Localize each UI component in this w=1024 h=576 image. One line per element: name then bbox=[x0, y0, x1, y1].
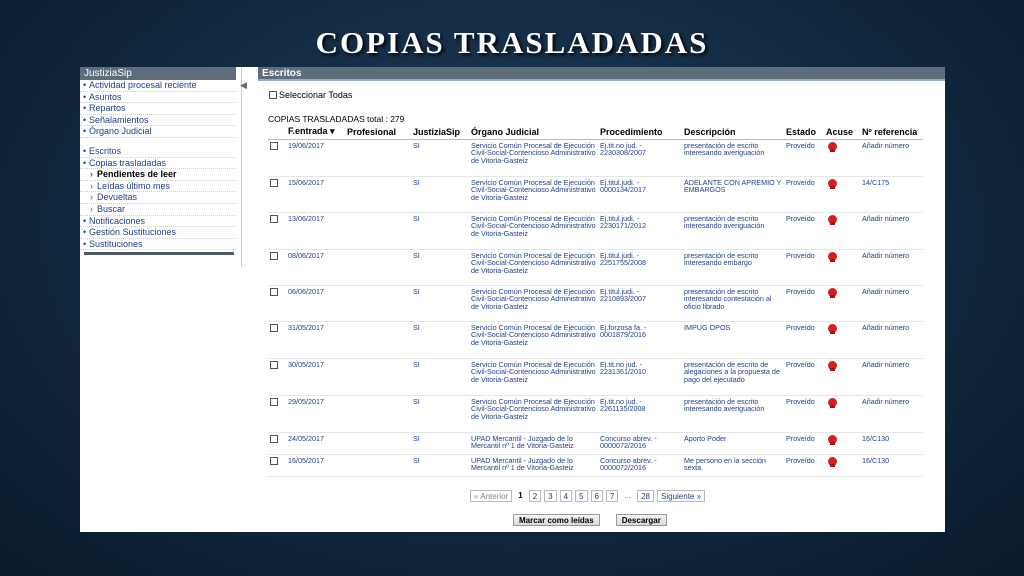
cell-acuse bbox=[824, 395, 860, 432]
bullet-icon: • bbox=[83, 103, 87, 114]
sidebar-header: JustiziaSip bbox=[80, 67, 236, 80]
cell-estado: Proveído bbox=[784, 249, 824, 285]
cell-justiziasip: SI bbox=[411, 358, 469, 395]
sidebar-divider bbox=[241, 67, 242, 267]
cell-justiziasip: SI bbox=[411, 395, 469, 432]
sidebar-item-asuntos[interactable]: • Asuntos bbox=[80, 92, 236, 104]
mark-read-button[interactable]: Marcar como leídas bbox=[513, 514, 600, 526]
pager-page-6[interactable]: 6 bbox=[591, 490, 603, 502]
cell-procedimiento[interactable]: Concurso abrev. - 0000072/2016 bbox=[598, 454, 682, 476]
cell-organo: Servicio Común Procesal de Ejecución Civil-Social-Contencioso Administrativo de Vitoria-Gasteiz bbox=[469, 249, 598, 285]
pager-next[interactable]: Siguiente » bbox=[657, 490, 705, 502]
cell-profesional bbox=[345, 395, 411, 432]
cell-estado: Proveído bbox=[784, 285, 824, 321]
cell-justiziasip: SI bbox=[411, 139, 469, 176]
cell-estado: Proveído bbox=[784, 321, 824, 358]
cell-procedimiento[interactable]: Ej.titul.judi. - 0000134/2017 bbox=[598, 176, 682, 212]
row-checkbox[interactable] bbox=[268, 285, 286, 321]
row-select-checkbox[interactable] bbox=[270, 435, 278, 443]
cell-organo: Servicio Común Procesal de Ejecución Civil-Social-Contencioso Administrativo de Vitoria-Gasteiz bbox=[469, 139, 598, 176]
cell-acuse bbox=[824, 176, 860, 212]
cell-organo: Servicio Común Procesal de Ejecución Civil-Social-Contencioso Administrativo de Vitoria-Gasteiz bbox=[469, 176, 598, 212]
chevron-right-icon: › bbox=[90, 169, 93, 180]
pager-page-3[interactable]: 3 bbox=[544, 490, 556, 502]
cell-procedimiento[interactable]: Ej.forzosa fa. - 0001879/2016 bbox=[598, 321, 682, 358]
row-select-checkbox[interactable] bbox=[270, 288, 278, 296]
cell-acuse bbox=[824, 212, 860, 249]
cell-acuse bbox=[824, 139, 860, 176]
col-referencia[interactable]: Nº referencia bbox=[860, 125, 923, 139]
sidebar-sub-leidas[interactable]: › Leídas último mes bbox=[80, 181, 236, 193]
cell-procedimiento[interactable]: Concurso abrev. - 0000072/2016 bbox=[598, 432, 682, 454]
row-select-checkbox[interactable] bbox=[270, 361, 278, 369]
select-all-checkbox[interactable] bbox=[269, 91, 277, 99]
row-select-checkbox[interactable] bbox=[270, 252, 278, 260]
row-checkbox[interactable] bbox=[268, 454, 286, 476]
row-select-checkbox[interactable] bbox=[270, 324, 278, 332]
row-select-checkbox[interactable] bbox=[270, 457, 278, 465]
cell-referencia[interactable]: Añadir número bbox=[860, 358, 923, 395]
cell-acuse bbox=[824, 432, 860, 454]
cell-justiziasip: SI bbox=[411, 212, 469, 249]
sidebar-item-repartos[interactable]: • Repartos bbox=[80, 103, 236, 115]
pager-prev[interactable]: « Anterior bbox=[470, 490, 512, 502]
cell-procedimiento[interactable]: Ej.titul.judi. - 2230171/2012 bbox=[598, 212, 682, 249]
total-count: COPIAS TRASLADADAS total : 279 bbox=[268, 114, 405, 124]
cell-referencia[interactable]: Añadir número bbox=[860, 212, 923, 249]
cell-procedimiento[interactable]: Ej.tit.no jud. - 2230308/2007 bbox=[598, 139, 682, 176]
cell-referencia[interactable]: 14/C175 bbox=[860, 176, 923, 212]
table-row[interactable] bbox=[268, 432, 923, 454]
pager-page-1: 1 bbox=[515, 490, 525, 502]
cell-fecha[interactable]: 13/06/2017 bbox=[286, 212, 345, 249]
pager-page-last[interactable]: 28 bbox=[637, 490, 654, 502]
table-row[interactable] bbox=[268, 454, 923, 476]
col-procedimiento[interactable]: Procedimiento bbox=[598, 125, 682, 139]
row-checkbox[interactable] bbox=[268, 249, 286, 285]
acuse-seal-icon[interactable] bbox=[828, 252, 837, 261]
bullet-icon: • bbox=[83, 80, 87, 90]
cell-justiziasip: SI bbox=[411, 249, 469, 285]
acuse-seal-icon[interactable] bbox=[828, 288, 837, 297]
cell-estado: Proveído bbox=[784, 432, 824, 454]
bullet-icon: • bbox=[83, 215, 87, 226]
cell-estado: Proveído bbox=[784, 395, 824, 432]
cell-procedimiento[interactable]: Ej.titul.judi. - 2251755/2008 bbox=[598, 249, 682, 285]
bullet-icon: • bbox=[83, 227, 87, 238]
acuse-seal-icon[interactable] bbox=[828, 179, 837, 188]
cell-organo: Servicio Común Procesal de Ejecución Civil-Social-Contencioso Administrativo de Vitoria-Gasteiz bbox=[469, 212, 598, 249]
slide-title: COPIAS TRASLADADAS bbox=[315, 25, 709, 60]
select-all-label: Seleccionar Todas bbox=[279, 90, 353, 100]
chevron-right-icon: › bbox=[90, 180, 93, 191]
cell-profesional bbox=[345, 432, 411, 454]
cell-organo: Servicio Común Procesal de Ejecución Civil-Social-Contencioso Administrativo de Vitoria-Gasteiz bbox=[469, 285, 598, 321]
cell-descripcion[interactable]: presentación de escrito interesando contestación al oficio librado bbox=[682, 285, 784, 321]
chevron-right-icon: › bbox=[90, 192, 93, 203]
cell-fecha[interactable]: 15/06/2017 bbox=[286, 176, 345, 212]
sidebar bbox=[80, 67, 242, 267]
download-button[interactable]: Descargar bbox=[616, 514, 667, 526]
pager-ellipsis: ... bbox=[621, 490, 634, 502]
pager-page-4[interactable]: 4 bbox=[560, 490, 572, 502]
cell-procedimiento[interactable]: Ej.tit.no jud. - 2261135/2008 bbox=[598, 395, 682, 432]
table-row[interactable] bbox=[268, 321, 923, 358]
sidebar-sub-pendientes[interactable]: › Pendientes de leer bbox=[80, 169, 236, 181]
cell-acuse bbox=[824, 358, 860, 395]
row-checkbox[interactable] bbox=[268, 176, 286, 212]
sidebar-item-senalamientos[interactable]: • Señalamientos bbox=[80, 115, 236, 127]
pager-page-2[interactable]: 2 bbox=[529, 490, 541, 502]
cell-referencia[interactable]: 16/C130 bbox=[860, 432, 923, 454]
cell-profesional bbox=[345, 176, 411, 212]
cell-referencia[interactable]: Añadir número bbox=[860, 249, 923, 285]
cell-organo: Servicio Común Procesal de Ejecución Civil-Social-Contencioso Administrativo de Vitoria-Gasteiz bbox=[469, 395, 598, 432]
cell-referencia[interactable]: Añadir número bbox=[860, 395, 923, 432]
results-table bbox=[268, 125, 923, 477]
cell-descripcion[interactable]: presentación de escrito interesando averiguación bbox=[682, 212, 784, 249]
bullet-icon: • bbox=[83, 114, 87, 125]
sidebar-item-sustituciones[interactable]: • Sustituciones bbox=[80, 239, 236, 251]
acuse-seal-icon[interactable] bbox=[828, 361, 837, 370]
cell-descripcion[interactable]: Aporto Poder bbox=[682, 432, 784, 454]
chevron-right-icon: › bbox=[90, 203, 93, 214]
table-row[interactable] bbox=[268, 249, 923, 285]
sidebar-item-actividad[interactable]: • Actividad procesal reciente bbox=[80, 80, 236, 92]
sidebar-item-copias[interactable]: • Copias trasladadas bbox=[80, 158, 236, 170]
cell-referencia[interactable]: Añadir número bbox=[860, 321, 923, 358]
bullet-icon: • bbox=[83, 126, 87, 137]
cell-profesional bbox=[345, 285, 411, 321]
sidebar-item-escritos[interactable]: • Escritos bbox=[80, 146, 236, 158]
cell-fecha[interactable]: 30/05/2017 bbox=[286, 358, 345, 395]
sidebar-item-organo[interactable]: • Órgano Judicial bbox=[80, 126, 236, 138]
cell-acuse bbox=[824, 454, 860, 476]
cell-acuse bbox=[824, 321, 860, 358]
cell-referencia[interactable]: Añadir número bbox=[860, 285, 923, 321]
table-row[interactable] bbox=[268, 176, 923, 212]
acuse-seal-icon[interactable] bbox=[828, 457, 837, 466]
cell-fecha[interactable]: 06/06/2017 bbox=[286, 285, 345, 321]
col-checkbox bbox=[268, 125, 286, 139]
col-justiziasip[interactable]: JustiziaSip bbox=[411, 125, 469, 139]
cell-descripcion[interactable]: Me persono en la sección sexta. bbox=[682, 454, 784, 476]
col-fecha[interactable]: F.entrada ▾ bbox=[286, 125, 345, 139]
cell-justiziasip: SI bbox=[411, 176, 469, 212]
row-select-checkbox[interactable] bbox=[270, 398, 278, 406]
cell-estado: Proveído bbox=[784, 454, 824, 476]
cell-acuse bbox=[824, 249, 860, 285]
col-descripcion[interactable]: Descripción bbox=[682, 125, 784, 139]
sidebar-item-gestion-sustituciones[interactable]: • Gestión Sustituciones bbox=[80, 227, 236, 239]
cell-descripcion[interactable]: presentación de escrito de alegaciones a la propuesta de pago del ejecutado bbox=[682, 358, 784, 395]
cell-descripcion[interactable]: ADELANTE CON APREMIO Y EMBARGOS bbox=[682, 176, 784, 212]
row-checkbox[interactable] bbox=[268, 432, 286, 454]
cell-descripcion[interactable]: IMPUG OPOS bbox=[682, 321, 784, 358]
cell-fecha[interactable]: 16/05/2017 bbox=[286, 454, 345, 476]
acuse-seal-icon[interactable] bbox=[828, 324, 837, 333]
table-body bbox=[268, 139, 923, 476]
sidebar-sub-devueltas[interactable]: › Devueltas bbox=[80, 192, 236, 204]
sidebar-footer-bar bbox=[84, 252, 234, 255]
pagination bbox=[470, 490, 705, 502]
col-estado[interactable]: Estado bbox=[784, 125, 824, 139]
cell-procedimiento[interactable]: Ej.tit.no jud. - 2231361/2010 bbox=[598, 358, 682, 395]
table-row[interactable] bbox=[268, 395, 923, 432]
col-organo[interactable]: Órgano Judicial bbox=[469, 125, 598, 139]
cell-descripcion[interactable]: presentación de escrito interesando averiguación bbox=[682, 395, 784, 432]
cell-fecha[interactable]: 24/05/2017 bbox=[286, 432, 345, 454]
cell-fecha[interactable]: 29/05/2017 bbox=[286, 395, 345, 432]
acuse-seal-icon[interactable] bbox=[828, 215, 837, 224]
col-acuse[interactable]: Acuse bbox=[824, 125, 860, 139]
cell-justiziasip: SI bbox=[411, 432, 469, 454]
cell-profesional bbox=[345, 321, 411, 358]
row-checkbox[interactable] bbox=[268, 212, 286, 249]
cell-profesional bbox=[345, 358, 411, 395]
cell-justiziasip: SI bbox=[411, 285, 469, 321]
cell-estado: Proveído bbox=[784, 139, 824, 176]
collapse-left-icon[interactable]: ◀ bbox=[240, 80, 247, 90]
row-checkbox[interactable] bbox=[268, 395, 286, 432]
bullet-icon: • bbox=[83, 91, 87, 102]
cell-fecha[interactable]: 19/06/2017 bbox=[286, 139, 345, 176]
main-header: Escritos bbox=[258, 67, 945, 81]
cell-estado: Proveído bbox=[784, 212, 824, 249]
row-checkbox[interactable] bbox=[268, 321, 286, 358]
cell-profesional bbox=[345, 139, 411, 176]
table-row[interactable] bbox=[268, 212, 923, 249]
row-select-checkbox[interactable] bbox=[270, 215, 278, 223]
bullet-icon: • bbox=[83, 145, 87, 156]
cell-justiziasip: SI bbox=[411, 454, 469, 476]
row-checkbox[interactable] bbox=[268, 358, 286, 395]
cell-fecha[interactable]: 31/05/2017 bbox=[286, 321, 345, 358]
acuse-seal-icon[interactable] bbox=[828, 398, 837, 407]
cell-procedimiento[interactable]: Ej.titul.judi. - 2210893/2007 bbox=[598, 285, 682, 321]
acuse-seal-icon[interactable] bbox=[828, 142, 837, 151]
bullet-icon: • bbox=[83, 238, 87, 249]
acuse-seal-icon[interactable] bbox=[828, 435, 837, 444]
table-row[interactable] bbox=[268, 285, 923, 321]
cell-fecha[interactable]: 08/06/2017 bbox=[286, 249, 345, 285]
table-header-row bbox=[268, 125, 923, 139]
select-all[interactable] bbox=[269, 90, 352, 100]
pager-page-7[interactable]: 7 bbox=[606, 490, 618, 502]
cell-profesional bbox=[345, 454, 411, 476]
cell-referencia[interactable]: Añadir número bbox=[860, 139, 923, 176]
table-row[interactable] bbox=[268, 358, 923, 395]
cell-descripcion[interactable]: presentación de escrito interesando averiguación bbox=[682, 139, 784, 176]
table-row[interactable] bbox=[268, 139, 923, 176]
cell-justiziasip: SI bbox=[411, 321, 469, 358]
app-screenshot bbox=[80, 67, 945, 532]
row-checkbox[interactable] bbox=[268, 139, 286, 176]
cell-organo: UPAD Mercantil - Juzgado de lo Mercantil nº 1 de Vitoria-Gasteiz bbox=[469, 432, 598, 454]
cell-profesional bbox=[345, 249, 411, 285]
cell-estado: Proveído bbox=[784, 176, 824, 212]
sidebar-gap bbox=[80, 138, 242, 146]
sidebar-item-notificaciones[interactable]: • Notificaciones bbox=[80, 216, 236, 228]
cell-organo: Servicio Común Procesal de Ejecución Civil-Social-Contencioso Administrativo de Vitoria-Gasteiz bbox=[469, 321, 598, 358]
sidebar-sub-buscar[interactable]: › Buscar bbox=[80, 204, 236, 216]
cell-profesional bbox=[345, 212, 411, 249]
col-profesional[interactable]: Profesional bbox=[345, 125, 411, 139]
action-bar bbox=[513, 514, 667, 526]
cell-estado: Proveído bbox=[784, 358, 824, 395]
cell-acuse bbox=[824, 285, 860, 321]
cell-descripcion[interactable]: presentación de escrito interesando embargo bbox=[682, 249, 784, 285]
cell-organo: UPAD Mercantil - Juzgado de lo Mercantil nº 1 de Vitoria-Gasteiz bbox=[469, 454, 598, 476]
cell-organo: Servicio Común Procesal de Ejecución Civil-Social-Contencioso Administrativo de Vitoria-Gasteiz bbox=[469, 358, 598, 395]
row-select-checkbox[interactable] bbox=[270, 179, 278, 187]
pager-page-5[interactable]: 5 bbox=[575, 490, 587, 502]
cell-referencia[interactable]: 16/C130 bbox=[860, 454, 923, 476]
row-select-checkbox[interactable] bbox=[270, 142, 278, 150]
bullet-icon: • bbox=[83, 157, 87, 168]
